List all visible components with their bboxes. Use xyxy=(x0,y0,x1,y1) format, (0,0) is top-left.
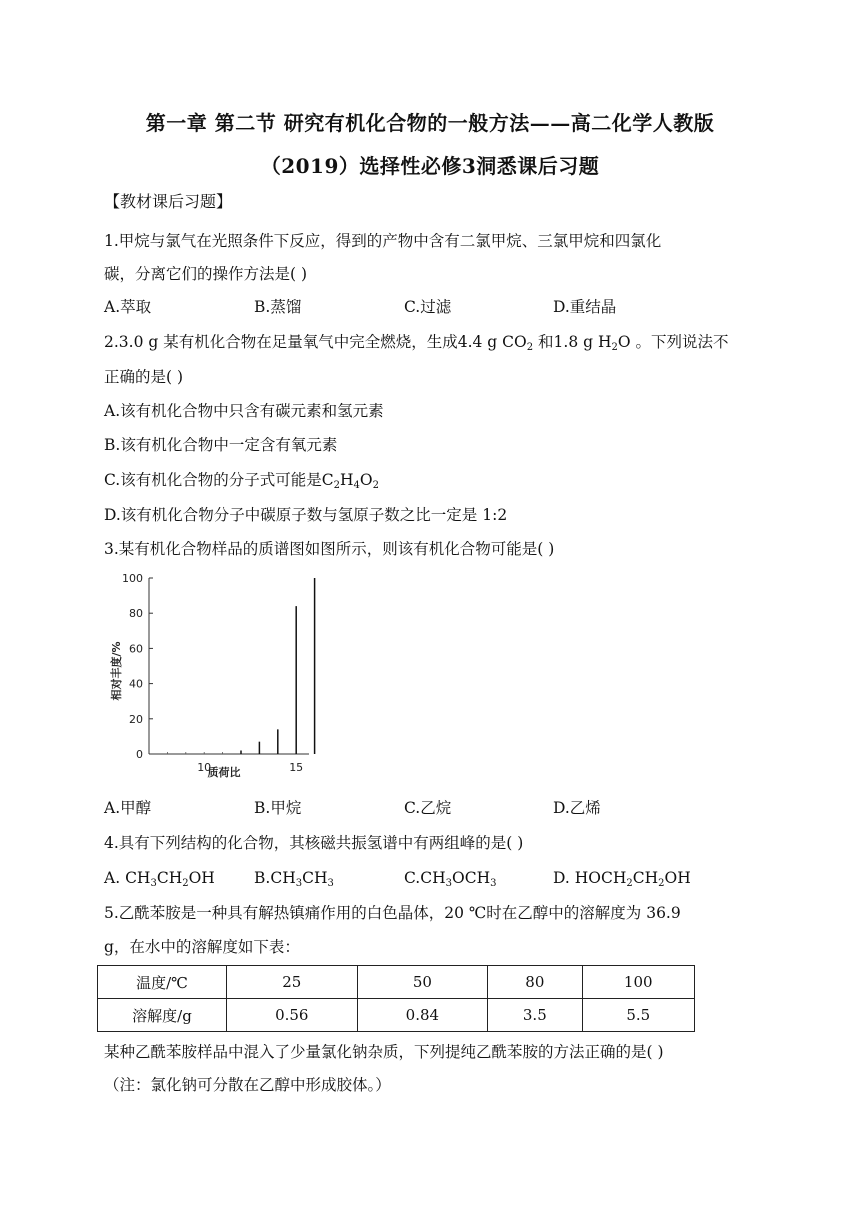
table-cell: 100 xyxy=(582,966,695,999)
table-cell: 温度/℃ xyxy=(98,966,227,999)
table-cell: 25 xyxy=(227,966,358,999)
page-subtitle: （2019）选择性必修3洞悉课后习题 xyxy=(260,154,600,178)
y-tick-label: 80 xyxy=(129,607,143,621)
q1-option-a: A.萃取 xyxy=(104,298,152,316)
q3-option-c: C.乙烷 xyxy=(404,799,452,817)
q4-option-d: D. $HOCH_2CH_2OH$ xyxy=(553,869,691,889)
q4-option-c: $C.CH_3OCH_3$ xyxy=(404,869,497,889)
x-tick-label: 10 xyxy=(197,761,212,774)
y-tick-label: 60 xyxy=(129,642,143,656)
q2-text-start: 2.3.0 g 某有机化合物在足量氧气中完全燃烧，生成 xyxy=(104,333,458,351)
solubility-table xyxy=(97,965,695,1032)
q1-text-line2: 碳，分离它们的操作方法是( ) xyxy=(104,265,308,283)
q2-text-line1: 2.3.0 g 某有机化合物在足量氧气中完全燃烧，生成4.4 g $CO_2$ 和1.8 g $H_2O$ 。下列说法不 xyxy=(104,333,729,353)
q2-text-line2: 正确的是( ) xyxy=(104,368,184,386)
q3-option-b: B.甲烷 xyxy=(254,799,302,817)
x-axis-label: 质荷比 xyxy=(207,766,241,779)
q2-option-b: B.该有机化合物中一定含有氧元素 xyxy=(104,436,338,454)
y-tick-label: 100 xyxy=(122,572,143,585)
table-cell: 5.5 xyxy=(582,999,695,1032)
mass-spectrum-chart xyxy=(104,570,316,780)
q3-option-d: D.乙烯 xyxy=(553,799,601,817)
q1-option-d: D.重结晶 xyxy=(553,298,617,316)
q5-note: （注：氯化钠可分散在乙醇中形成胶体。） xyxy=(104,1076,391,1094)
table-cell: 3.5 xyxy=(488,999,582,1032)
q1-option-b: B.蒸馏 xyxy=(254,298,302,316)
y-axis-label: 相对丰度/% xyxy=(110,641,123,701)
y-tick-label: 20 xyxy=(129,712,143,726)
co2-formula: 4.4 g $CO_2$ xyxy=(457,333,534,353)
table-cell: 溶解度/g xyxy=(98,999,227,1032)
q1-text-line1: 1.甲烷与氯气在光照条件下反应，得到的产物中含有二氯甲烷、三氯甲烷和四氯化 xyxy=(104,232,662,250)
q5-text-line1: 5.乙酰苯胺是一种具有解热镇痛作用的白色晶体，20 ℃时在乙醇中的溶解度为 36.9 xyxy=(104,904,681,922)
y-tick-label: 40 xyxy=(129,677,143,691)
table-cell: 0.56 xyxy=(227,999,358,1032)
table-row xyxy=(98,966,695,999)
q2-option-a: A.该有机化合物中只含有碳元素和氢元素 xyxy=(104,402,384,420)
q3-text: 3.某有机化合物样品的质谱图如图所示，则该有机化合物可能是( ) xyxy=(104,540,555,558)
q2-option-d: D.该有机化合物分子中碳原子数与氢原子数之比一定是 1:2 xyxy=(104,506,508,524)
x-tick-label: 15 xyxy=(289,761,304,774)
q5-text-line2: g，在水中的溶解度如下表： xyxy=(104,938,300,956)
q1-option-c: C.过滤 xyxy=(404,298,452,316)
page-title: 第一章 第二节 研究有机化合物的一般方法——高二化学人教版 xyxy=(145,111,715,135)
q4-option-b: $B.CH_3CH_3$ xyxy=(254,869,334,889)
table-cell: 0.84 xyxy=(357,999,488,1032)
q4-text: 4.具有下列结构的化合物，其核磁共振氢谱中有两组峰的是( ) xyxy=(104,834,524,852)
q2-option-c: C.该有机化合物的分子式可能是$C_2H_4O_2$ xyxy=(104,471,379,491)
table-cell: 50 xyxy=(357,966,488,999)
table-cell: 80 xyxy=(488,966,582,999)
section-label: 【教材课后习题】 xyxy=(104,192,233,211)
q5-text-line3: 某种乙酰苯胺样品中混入了少量氯化钠杂质，下列提纯乙酰苯胺的方法正确的是( ) xyxy=(104,1043,664,1061)
h2o-formula: 1.8 g $H_2O$ xyxy=(553,333,631,353)
table-row xyxy=(98,999,695,1032)
q3-option-a: A.甲醇 xyxy=(104,799,152,817)
q4-option-a: A. $CH_3CH_2OH$ xyxy=(104,869,215,889)
c2h4o2-formula: $C_2H_4O_2$ xyxy=(321,471,379,491)
y-tick-label: 0 xyxy=(136,748,143,761)
